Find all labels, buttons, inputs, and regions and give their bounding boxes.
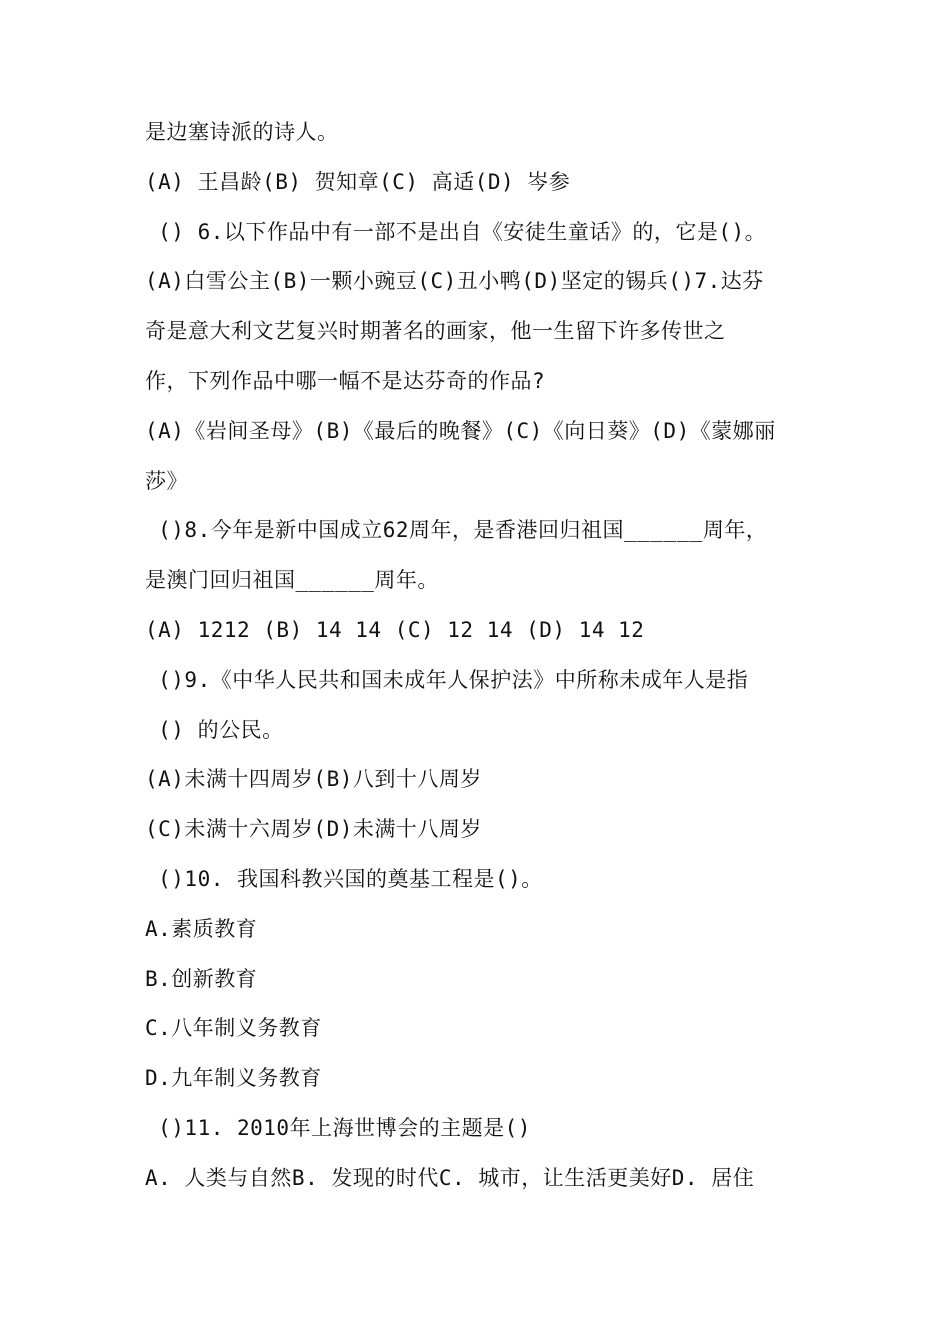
text-line-8: 莎》 bbox=[145, 468, 188, 493]
text-line-2: (A) 王昌龄(B) 贺知章(C) 高适(D) 岑参 bbox=[145, 169, 571, 194]
text-line-6: 作，下列作品中哪一幅不是达芬奇的作品? bbox=[145, 368, 546, 393]
text-line-10: 是澳门回归祖国______周年。 bbox=[145, 568, 439, 593]
text-line-16: ()10. 我国科教兴国的奠基工程是()。 bbox=[145, 866, 543, 891]
text-line-17: A.素质教育 bbox=[145, 916, 258, 941]
text-line-9: ()8.今年是新中国成立62周年，是香港回归祖国______周年， bbox=[145, 518, 768, 543]
document-body bbox=[145, 108, 815, 1204]
text-line-13: () 的公民。 bbox=[145, 717, 284, 742]
text-line-4: (A)白雪公主(B)一颗小豌豆(C)丑小鸭(D)坚定的锡兵()7.达芬 bbox=[145, 269, 764, 294]
text-line-12: ()9.《中华人民共和国未成年人保护法》中所称未成年人是指 bbox=[145, 667, 749, 692]
text-line-20: D.九年制义务教育 bbox=[145, 1066, 322, 1091]
text-line-21: ()11. 2010年上海世博会的主题是() bbox=[145, 1115, 531, 1140]
text-line-11: (A) 1212 (B) 14 14 (C) 12 14 (D) 14 12 bbox=[145, 617, 645, 642]
text-line-5: 奇是意大利文艺复兴时期著名的画家，他一生留下许多传世之 bbox=[145, 319, 726, 344]
text-line-1: 是边塞诗派的诗人。 bbox=[145, 120, 339, 144]
text-line-7: (A)《岩间圣母》(B)《最后的晚餐》(C)《向日葵》(D)《蒙娜丽 bbox=[145, 418, 776, 443]
text-line-15: (C)未满十六周岁(D)未满十八周岁 bbox=[145, 817, 482, 842]
text-line-18: B.创新教育 bbox=[145, 966, 258, 991]
text-line-3: () 6.以下作品中有一部不是出自《安徒生童话》的，它是()。 bbox=[145, 219, 767, 244]
text-line-22: A. 人类与自然B. 发现的时代C. 城市，让生活更美好D. 居住 bbox=[145, 1165, 755, 1190]
text-line-14: (A)未满十四周岁(B)八到十八周岁 bbox=[145, 767, 482, 792]
text-line-19: C.八年制义务教育 bbox=[145, 1016, 322, 1041]
